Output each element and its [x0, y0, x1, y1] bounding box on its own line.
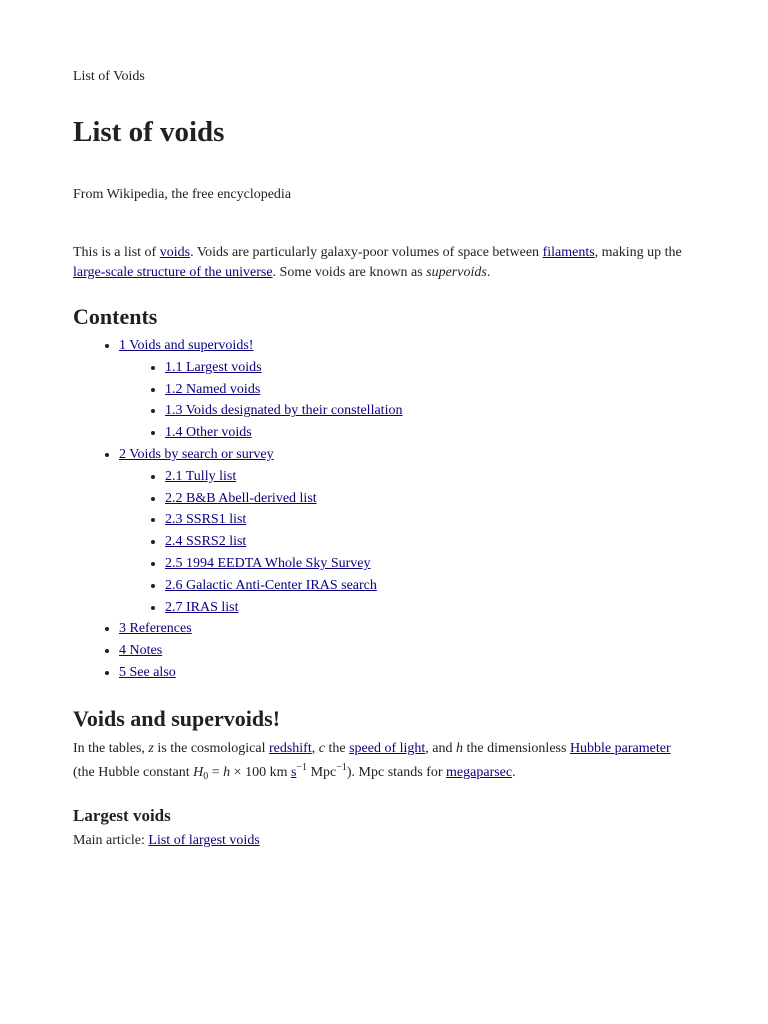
redshift-link[interactable]: redshift — [268, 741, 312, 756]
toc-subitem — [165, 531, 402, 553]
hubble-parameter-link[interactable]: Hubble parameter — [569, 741, 671, 756]
toc-sublink[interactable]: 2.5 1994 EEDTA Whole Sky Survey — [165, 555, 371, 571]
toc-list — [73, 335, 402, 684]
toc-sublink[interactable]: 1.1 Largest voids — [165, 359, 262, 375]
toc-link[interactable]: 2 Voids by search or survey — [119, 446, 274, 462]
section-text: , and — [425, 741, 456, 756]
section-text: ). Mpc stands for — [346, 765, 447, 780]
toc-link[interactable]: 3 References — [119, 621, 192, 637]
toc-item — [119, 618, 402, 640]
voids-link[interactable]: voids — [159, 245, 191, 260]
var-h: h — [223, 765, 231, 780]
toc-sublink[interactable]: 2.6 Galactic Anti-Center IRAS search — [165, 577, 377, 593]
superscript-minus-one: −1 — [336, 762, 347, 773]
large-scale-structure-link[interactable]: large-scale structure of the universe — [73, 265, 273, 280]
var-c: c — [318, 741, 325, 756]
toc-subitem — [165, 400, 402, 422]
second-link[interactable]: s — [290, 765, 297, 780]
toc-link[interactable]: 4 Notes — [119, 643, 163, 659]
subscript-zero: 0 — [203, 771, 209, 782]
list-of-largest-voids-link[interactable]: List of largest voids — [148, 833, 260, 848]
section-text: the dimensionless — [463, 741, 570, 756]
section-text: (the Hubble constant — [73, 765, 194, 780]
intro-text: This is a list of — [73, 245, 160, 260]
toc-subitem — [165, 597, 402, 619]
toc-subitem — [165, 488, 402, 510]
filaments-link[interactable]: filaments — [542, 245, 595, 260]
subsection-heading-largest-voids: Largest voids — [73, 806, 171, 825]
var-H: H — [193, 765, 204, 780]
toc-item — [119, 662, 402, 684]
toc-sublink[interactable]: 1.2 Named voids — [165, 381, 261, 397]
var-h: h — [456, 741, 463, 756]
toc-link[interactable]: 1 Voids and supervoids! — [119, 338, 254, 353]
toc-subitem — [165, 422, 402, 444]
toc-subitem — [165, 553, 402, 575]
toc-sublink[interactable]: 2.1 Tully list — [165, 468, 237, 484]
toc-subitem — [165, 357, 402, 379]
toc-link[interactable]: 5 See also — [119, 664, 176, 680]
toc-subitem — [165, 466, 402, 488]
section-text: Mpc — [307, 765, 337, 780]
table-of-contents — [73, 335, 402, 684]
hatnote-prefix: Main article: — [73, 833, 149, 848]
main-article-hatnote — [73, 833, 260, 849]
intro-text: . Voids are particularly galaxy-poor volumes of space between — [190, 245, 543, 260]
section-text: the — [324, 741, 350, 756]
toc-sublink[interactable]: 1.4 Other voids — [165, 425, 252, 441]
page-label: List of Voids — [73, 69, 145, 84]
supervoids-term: supervoids — [426, 265, 487, 280]
section-text: is the cosmological — [153, 741, 269, 756]
page-title: List of voids — [73, 116, 225, 148]
section-paragraph — [73, 737, 688, 785]
section-text: In the tables, — [73, 741, 149, 756]
section-text: = — [208, 765, 224, 780]
megaparsec-link[interactable]: megaparsec — [446, 765, 513, 780]
contents-heading: Contents — [73, 304, 158, 329]
var-z: z — [148, 741, 154, 756]
section-text: , — [311, 741, 319, 756]
toc-item — [119, 335, 402, 444]
superscript-minus-one: −1 — [296, 762, 308, 773]
intro-text: . Some voids are known as — [272, 265, 427, 280]
toc-sublink[interactable]: 2.2 B&B Abell-derived list — [165, 490, 317, 506]
speed-of-light-link[interactable]: speed of light — [349, 741, 426, 756]
toc-sublist — [119, 466, 402, 619]
section-heading-voids: Voids and supervoids! — [73, 706, 281, 731]
intro-text: . — [486, 265, 491, 280]
toc-sublink[interactable]: 2.3 SSRS1 list — [165, 512, 247, 528]
intro-paragraph — [73, 243, 688, 283]
toc-sublist — [119, 357, 402, 444]
intro-text: , making up the — [594, 245, 682, 260]
section-text: . — [512, 765, 516, 780]
toc-sublink[interactable]: 1.3 Voids designated by their constellation — [165, 403, 403, 419]
toc-item — [119, 444, 402, 618]
toc-subitem — [165, 575, 402, 597]
toc-subitem — [165, 379, 402, 401]
toc-item — [119, 640, 402, 662]
tagline: From Wikipedia, the free encyclopedia — [73, 187, 292, 202]
toc-sublink[interactable]: 2.7 IRAS list — [165, 599, 239, 615]
toc-sublink[interactable]: 2.4 SSRS2 list — [165, 534, 247, 550]
toc-subitem — [165, 509, 402, 531]
section-text: × 100 km — [230, 765, 291, 780]
